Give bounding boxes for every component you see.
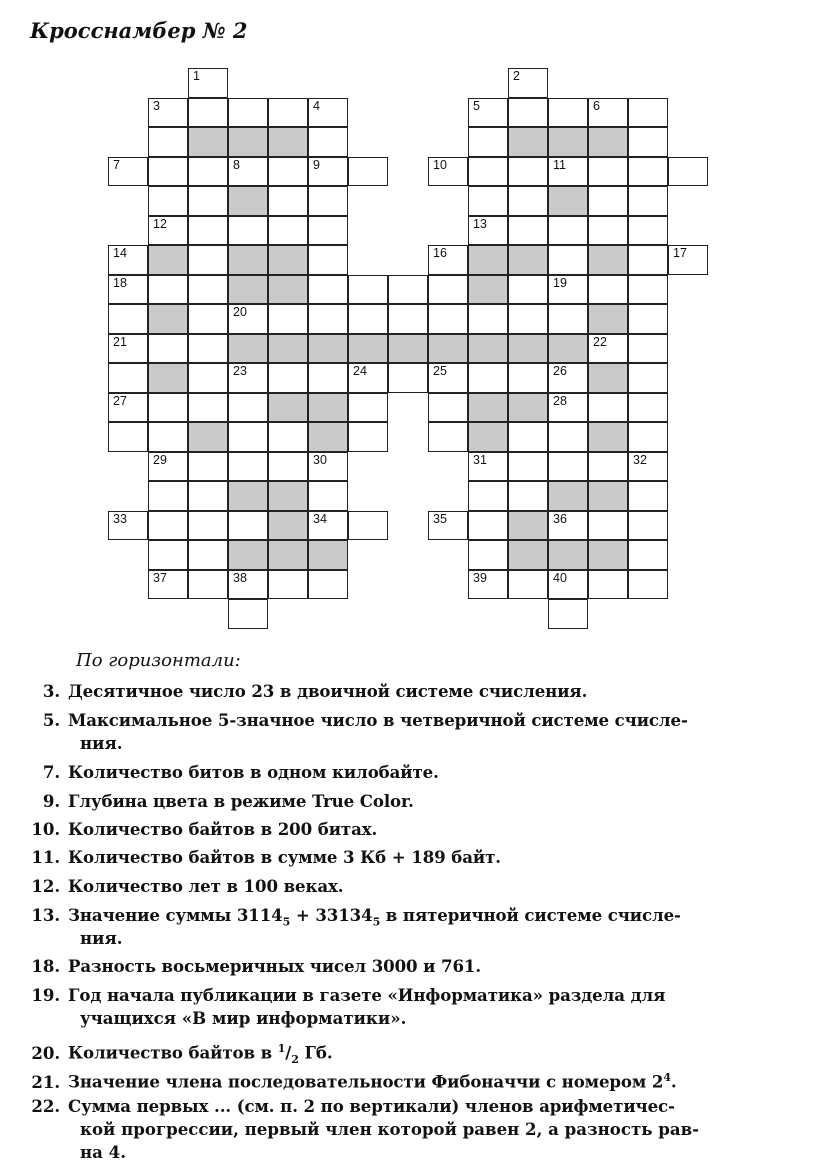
crossword-shaded-cell bbox=[188, 127, 228, 157]
crossword-cell[interactable] bbox=[188, 98, 228, 128]
crossword-cell[interactable] bbox=[108, 334, 148, 364]
crossword-cell[interactable] bbox=[428, 157, 468, 187]
crossword-cell[interactable] bbox=[308, 186, 348, 216]
clue-18: 18. Разность восьмеричных чисел 3000 и 761. bbox=[31, 956, 482, 976]
cell-number: 16 bbox=[433, 246, 447, 260]
crossword-cell[interactable] bbox=[108, 275, 148, 305]
crossword-cell[interactable] bbox=[548, 245, 588, 275]
clue-5-cont: ния. bbox=[80, 733, 123, 753]
cell-number: 31 bbox=[473, 452, 487, 467]
crossword-cell[interactable] bbox=[508, 157, 548, 187]
cell-number: 22 bbox=[593, 334, 607, 349]
clue-13: 13. Значение суммы $3114_5 + 33134_5$ в пятеричной системе счисле- bbox=[31, 905, 681, 929]
crossword-cell[interactable] bbox=[468, 216, 508, 246]
crossword-shaded-cell bbox=[508, 127, 548, 157]
crossword-cell[interactable] bbox=[108, 511, 148, 541]
clue-7: 7. Количество битов в одном килобайте. bbox=[42, 762, 439, 782]
crossword-cell[interactable] bbox=[428, 511, 468, 541]
crossword-shaded-cell bbox=[228, 127, 268, 157]
crossword-cell[interactable] bbox=[148, 540, 188, 570]
crossword-cell[interactable] bbox=[628, 452, 668, 482]
crossword-cell[interactable] bbox=[308, 363, 348, 393]
crossword-shaded-cell bbox=[588, 540, 628, 570]
crossword-cell[interactable] bbox=[148, 186, 188, 216]
crossword-cell[interactable] bbox=[428, 422, 468, 452]
crossword-shaded-cell bbox=[548, 481, 588, 511]
cell-number: 19 bbox=[553, 275, 567, 290]
crossword-cell[interactable] bbox=[348, 304, 388, 334]
crossword-cell[interactable] bbox=[548, 393, 588, 423]
crossword-cell[interactable] bbox=[148, 481, 188, 511]
crossword-cell[interactable] bbox=[468, 570, 508, 600]
crossword-cell[interactable] bbox=[508, 570, 548, 600]
cell-number: 29 bbox=[153, 452, 167, 467]
crossword-cell[interactable] bbox=[468, 127, 508, 157]
crossword-cell[interactable] bbox=[268, 216, 308, 246]
crossword-shaded-cell bbox=[468, 245, 508, 275]
crossword-shaded-cell bbox=[268, 275, 308, 305]
crossword-cell[interactable] bbox=[508, 275, 548, 305]
crossword-cell[interactable] bbox=[228, 599, 268, 629]
crossword-shaded-cell bbox=[588, 245, 628, 275]
crossword-cell[interactable] bbox=[548, 216, 588, 246]
crossword-cell[interactable] bbox=[468, 186, 508, 216]
crossword-cell[interactable] bbox=[628, 363, 668, 393]
crossword-cell[interactable] bbox=[228, 98, 268, 128]
page-title: Кросснамбер № 2 bbox=[30, 18, 248, 43]
crossword-cell[interactable] bbox=[148, 216, 188, 246]
crossword-cell[interactable] bbox=[468, 98, 508, 128]
crossword-shaded-cell bbox=[268, 393, 308, 423]
cell-number: 13 bbox=[473, 216, 487, 231]
crossword-shaded-cell bbox=[588, 127, 628, 157]
crossword-cell[interactable] bbox=[588, 216, 628, 246]
crossword-cell[interactable] bbox=[348, 393, 388, 423]
crossword-cell[interactable] bbox=[308, 570, 348, 600]
cell-number: 20 bbox=[233, 305, 247, 319]
crossword-cell[interactable] bbox=[588, 186, 628, 216]
cell-number: 11 bbox=[553, 157, 566, 172]
cell-number: 17 bbox=[673, 246, 687, 260]
crossword-cell[interactable] bbox=[588, 452, 628, 482]
crossword-cell[interactable] bbox=[228, 422, 268, 452]
crossword-cell[interactable] bbox=[108, 363, 148, 393]
crossword-shaded-cell bbox=[588, 363, 628, 393]
cell-number: 34 bbox=[313, 511, 327, 526]
crossword-cell[interactable] bbox=[268, 186, 308, 216]
crossword-cell[interactable] bbox=[628, 98, 668, 128]
crossword-cell[interactable] bbox=[188, 157, 228, 187]
crossword-cell[interactable] bbox=[628, 127, 668, 157]
crossword-cell[interactable] bbox=[188, 68, 228, 98]
crossword-cell[interactable] bbox=[228, 363, 268, 393]
crossword-cell[interactable] bbox=[588, 98, 628, 128]
crossword-cell[interactable] bbox=[268, 452, 308, 482]
crossword-cell[interactable] bbox=[548, 452, 588, 482]
crossword-cell[interactable] bbox=[308, 304, 348, 334]
crossword-cell[interactable] bbox=[188, 334, 228, 364]
clue-5: 5. Максимальное 5-значное число в четверичной системе счисле- bbox=[42, 710, 688, 730]
crossword-cell[interactable] bbox=[508, 452, 548, 482]
crossword-cell[interactable] bbox=[668, 157, 708, 187]
cell-number: 9 bbox=[313, 157, 320, 172]
cell-number: 24 bbox=[353, 364, 367, 378]
clue-22-cont: кой прогрессии, первый член которой равен 2, а разность рав- bbox=[80, 1119, 700, 1139]
crossword-cell[interactable] bbox=[508, 304, 548, 334]
crossword-shaded-cell bbox=[228, 481, 268, 511]
clue-19-cont: учащихся «В мир информатики». bbox=[80, 1008, 407, 1028]
crossword-cell[interactable] bbox=[508, 363, 548, 393]
crossword-cell[interactable] bbox=[188, 511, 228, 541]
cell-number: 33 bbox=[113, 511, 127, 526]
crossword-cell[interactable] bbox=[428, 245, 468, 275]
crossword-shaded-cell bbox=[308, 540, 348, 570]
clue-22: 22. Сумма первых ... (см. п. 2 по вертикали) членов арифметичес- bbox=[31, 1096, 675, 1116]
clue-13-cont: ния. bbox=[80, 928, 123, 948]
cell-number: 6 bbox=[593, 98, 600, 113]
crossword-cell[interactable] bbox=[188, 481, 228, 511]
clue-12: 12. Количество лет в 100 веках. bbox=[31, 876, 344, 896]
cell-number: 21 bbox=[113, 334, 127, 349]
cell-number: 28 bbox=[553, 393, 567, 408]
crossword-shaded-cell bbox=[148, 304, 188, 334]
clue-19: 19. Год начала публикации в газете «Информатика» раздела для bbox=[31, 985, 666, 1005]
crossword-cell[interactable] bbox=[108, 157, 148, 187]
cell-number: 39 bbox=[473, 570, 487, 585]
cell-number: 40 bbox=[553, 570, 567, 585]
cell-number: 18 bbox=[113, 275, 127, 290]
crossword-cell[interactable] bbox=[468, 511, 508, 541]
crossword-cell[interactable] bbox=[548, 422, 588, 452]
crossword-cell[interactable] bbox=[428, 304, 468, 334]
cell-number: 35 bbox=[433, 511, 447, 526]
cell-number: 1 bbox=[193, 69, 200, 83]
crossword-cell[interactable] bbox=[468, 304, 508, 334]
crossword-cell[interactable] bbox=[108, 304, 148, 334]
crossword-cell[interactable] bbox=[188, 452, 228, 482]
crossword-shaded-cell bbox=[268, 540, 308, 570]
crossword-cell[interactable] bbox=[188, 363, 228, 393]
crossword-cell[interactable] bbox=[148, 422, 188, 452]
crossword-cell[interactable] bbox=[188, 304, 228, 334]
cell-number: 8 bbox=[233, 157, 240, 172]
clues-heading: По горизонтали: bbox=[76, 650, 241, 671]
crossword-cell[interactable] bbox=[348, 275, 388, 305]
crossword-cell[interactable] bbox=[508, 186, 548, 216]
crossword-cell[interactable] bbox=[228, 570, 268, 600]
crossword-cell[interactable] bbox=[628, 334, 668, 364]
crossword-shaded-cell bbox=[548, 540, 588, 570]
crossword-shaded-cell bbox=[268, 511, 308, 541]
crossword-shaded-cell bbox=[548, 186, 588, 216]
crossword-cell[interactable] bbox=[148, 452, 188, 482]
crossword-cell[interactable] bbox=[468, 363, 508, 393]
crossword-cell[interactable] bbox=[228, 452, 268, 482]
crossword-cell[interactable] bbox=[588, 393, 628, 423]
cell-number: 37 bbox=[153, 570, 167, 585]
crossword-cell[interactable] bbox=[468, 157, 508, 187]
crossword-cell[interactable] bbox=[628, 304, 668, 334]
crossword-shaded-cell bbox=[388, 334, 428, 364]
crossword-cell[interactable] bbox=[628, 511, 668, 541]
crossword-shaded-cell bbox=[268, 245, 308, 275]
crossword-cell[interactable] bbox=[628, 570, 668, 600]
cell-number: 12 bbox=[153, 216, 167, 231]
crossword-shaded-cell bbox=[268, 481, 308, 511]
crossword-cell[interactable] bbox=[308, 127, 348, 157]
crossword-cell[interactable] bbox=[628, 275, 668, 305]
crossword-cell[interactable] bbox=[468, 481, 508, 511]
cell-number: 2 bbox=[513, 69, 520, 83]
clue-11: 11. Количество байтов в сумме 3 Кб + 189 байт. bbox=[31, 847, 501, 867]
crossword-cell[interactable] bbox=[628, 393, 668, 423]
crossword-cell[interactable] bbox=[228, 157, 268, 187]
crossword-cell[interactable] bbox=[308, 98, 348, 128]
crossword-cell[interactable] bbox=[508, 481, 548, 511]
crossword-shaded-cell bbox=[468, 422, 508, 452]
crossword-cell[interactable] bbox=[308, 275, 348, 305]
crossword-cell[interactable] bbox=[548, 570, 588, 600]
crossword-shaded-cell bbox=[588, 422, 628, 452]
crossword-shaded-cell bbox=[508, 245, 548, 275]
crossword-cell[interactable] bbox=[628, 540, 668, 570]
crossword-shaded-cell bbox=[268, 334, 308, 364]
crossword-shaded-cell bbox=[548, 127, 588, 157]
crossword-shaded-cell bbox=[148, 363, 188, 393]
crossword-cell[interactable] bbox=[268, 98, 308, 128]
crossword-cell[interactable] bbox=[268, 422, 308, 452]
cell-number: 26 bbox=[553, 364, 567, 378]
crossword-cell[interactable] bbox=[148, 334, 188, 364]
crossword-cell[interactable] bbox=[148, 570, 188, 600]
crossword-shaded-cell bbox=[468, 275, 508, 305]
crossword-cell[interactable] bbox=[428, 363, 468, 393]
clue-9: 9. Глубина цвета в режиме True Color. bbox=[42, 791, 414, 811]
crossword-cell[interactable] bbox=[508, 98, 548, 128]
crossword-cell[interactable] bbox=[108, 422, 148, 452]
cell-number: 5 bbox=[473, 98, 480, 113]
cell-number: 32 bbox=[633, 452, 647, 467]
crossword-shaded-cell bbox=[228, 334, 268, 364]
clue-21: 21. Значение члена последовательности Фибоначчи с номером $2^4$. bbox=[31, 1071, 677, 1092]
crossword-cell[interactable] bbox=[188, 275, 228, 305]
crossword-cell[interactable] bbox=[628, 245, 668, 275]
cell-number: 10 bbox=[433, 157, 447, 172]
crossword-shaded-cell bbox=[588, 304, 628, 334]
crossword-cell[interactable] bbox=[268, 570, 308, 600]
crossword-cell[interactable] bbox=[388, 275, 428, 305]
crossword-shaded-cell bbox=[148, 245, 188, 275]
cell-number: 30 bbox=[313, 452, 327, 467]
cell-number: 25 bbox=[433, 364, 447, 378]
crossword-cell[interactable] bbox=[228, 511, 268, 541]
crossword-shaded-cell bbox=[228, 186, 268, 216]
crossword-shaded-cell bbox=[508, 511, 548, 541]
crossword-cell[interactable] bbox=[548, 157, 588, 187]
clue-22-cont2: на 4. bbox=[80, 1142, 126, 1162]
crossword-cell[interactable] bbox=[668, 245, 708, 275]
crossword-cell[interactable] bbox=[548, 363, 588, 393]
crossword-cell[interactable] bbox=[188, 245, 228, 275]
crossword-cell[interactable] bbox=[148, 157, 188, 187]
crossword-cell[interactable] bbox=[108, 245, 148, 275]
crossword-cell[interactable] bbox=[228, 216, 268, 246]
crossword-cell[interactable] bbox=[308, 157, 348, 187]
crossword-cell[interactable] bbox=[628, 422, 668, 452]
crossword-cell[interactable] bbox=[188, 186, 228, 216]
crossword-cell[interactable] bbox=[308, 511, 348, 541]
crossword-shaded-cell bbox=[228, 540, 268, 570]
crossword-cell[interactable] bbox=[148, 98, 188, 128]
crossword-shaded-cell bbox=[428, 334, 468, 364]
crossword-cell[interactable] bbox=[508, 68, 548, 98]
crossword-cell[interactable] bbox=[308, 452, 348, 482]
crossword-cell[interactable] bbox=[548, 275, 588, 305]
crossword-cell[interactable] bbox=[308, 245, 348, 275]
crossword-cell[interactable] bbox=[468, 452, 508, 482]
crossword-shaded-cell bbox=[548, 334, 588, 364]
crossword-cell[interactable] bbox=[548, 511, 588, 541]
clue-20: 20. Количество байтов в $^1/_2$ Гб. bbox=[31, 1042, 333, 1066]
clue-3: 3. Десятичное число 23 в двоичной системе счисления. bbox=[42, 681, 588, 701]
crossword-cell[interactable] bbox=[148, 127, 188, 157]
crossword-shaded-cell bbox=[468, 393, 508, 423]
crossword-cell[interactable] bbox=[188, 540, 228, 570]
crossword-cell[interactable] bbox=[348, 363, 388, 393]
crossword-cell[interactable] bbox=[588, 570, 628, 600]
crossword-cell[interactable] bbox=[588, 511, 628, 541]
crossword-cell[interactable] bbox=[188, 393, 228, 423]
crossword-shaded-cell bbox=[588, 481, 628, 511]
crossword-cell[interactable] bbox=[388, 304, 428, 334]
crossword-cell[interactable] bbox=[228, 393, 268, 423]
crossword-shaded-cell bbox=[508, 540, 548, 570]
crossword-cell[interactable] bbox=[428, 393, 468, 423]
crossword-cell[interactable] bbox=[188, 570, 228, 600]
crossword-cell[interactable] bbox=[148, 511, 188, 541]
cell-number: 14 bbox=[113, 246, 127, 260]
crossword-cell[interactable] bbox=[268, 157, 308, 187]
cell-number: 4 bbox=[313, 98, 320, 113]
crossword-cell[interactable] bbox=[628, 216, 668, 246]
crossword-shaded-cell bbox=[188, 422, 228, 452]
crossword-cell[interactable] bbox=[548, 304, 588, 334]
crossword-cell[interactable] bbox=[548, 98, 588, 128]
crossword-cell[interactable] bbox=[388, 363, 428, 393]
crossword-shaded-cell bbox=[508, 393, 548, 423]
crossword-cell[interactable] bbox=[268, 304, 308, 334]
cell-number: 38 bbox=[233, 570, 247, 585]
crossword-cell[interactable] bbox=[508, 422, 548, 452]
crossword-cell[interactable] bbox=[428, 275, 468, 305]
crossword-cell[interactable] bbox=[228, 304, 268, 334]
crossword-cell[interactable] bbox=[548, 599, 588, 629]
crossword-shaded-cell bbox=[308, 422, 348, 452]
crossword-shaded-cell bbox=[228, 275, 268, 305]
crossword-cell[interactable] bbox=[588, 275, 628, 305]
cell-number: 27 bbox=[113, 393, 127, 408]
crossword-cell[interactable] bbox=[348, 157, 388, 187]
crossword-cell[interactable] bbox=[308, 481, 348, 511]
crossword-cell[interactable] bbox=[308, 216, 348, 246]
crossword-cell[interactable] bbox=[348, 511, 388, 541]
crossword-cell[interactable] bbox=[108, 393, 148, 423]
crossword-cell[interactable] bbox=[468, 540, 508, 570]
crossword-shaded-cell bbox=[308, 393, 348, 423]
crossword-cell[interactable] bbox=[348, 422, 388, 452]
clue-10: 10. Количество байтов в 200 битах. bbox=[31, 819, 378, 839]
crossword-shaded-cell bbox=[348, 334, 388, 364]
crossword-cell[interactable] bbox=[628, 157, 668, 187]
cell-number: 3 bbox=[153, 98, 160, 113]
crossword-cell[interactable] bbox=[588, 157, 628, 187]
crossword-cell[interactable] bbox=[588, 334, 628, 364]
crossword-cell[interactable] bbox=[188, 216, 228, 246]
cell-number: 23 bbox=[233, 364, 247, 378]
crossword-shaded-cell bbox=[268, 127, 308, 157]
crossword-shaded-cell bbox=[508, 334, 548, 364]
crossword-shaded-cell bbox=[308, 334, 348, 364]
crossword-shaded-cell bbox=[468, 334, 508, 364]
crossword-cell[interactable] bbox=[148, 393, 188, 423]
crossword-shaded-cell bbox=[228, 245, 268, 275]
crossword-cell[interactable] bbox=[628, 186, 668, 216]
crossword-cell[interactable] bbox=[268, 363, 308, 393]
crossword-cell[interactable] bbox=[148, 275, 188, 305]
crossword-cell[interactable] bbox=[628, 481, 668, 511]
crossword-cell[interactable] bbox=[508, 216, 548, 246]
cell-number: 36 bbox=[553, 511, 567, 526]
cell-number: 7 bbox=[113, 157, 120, 172]
